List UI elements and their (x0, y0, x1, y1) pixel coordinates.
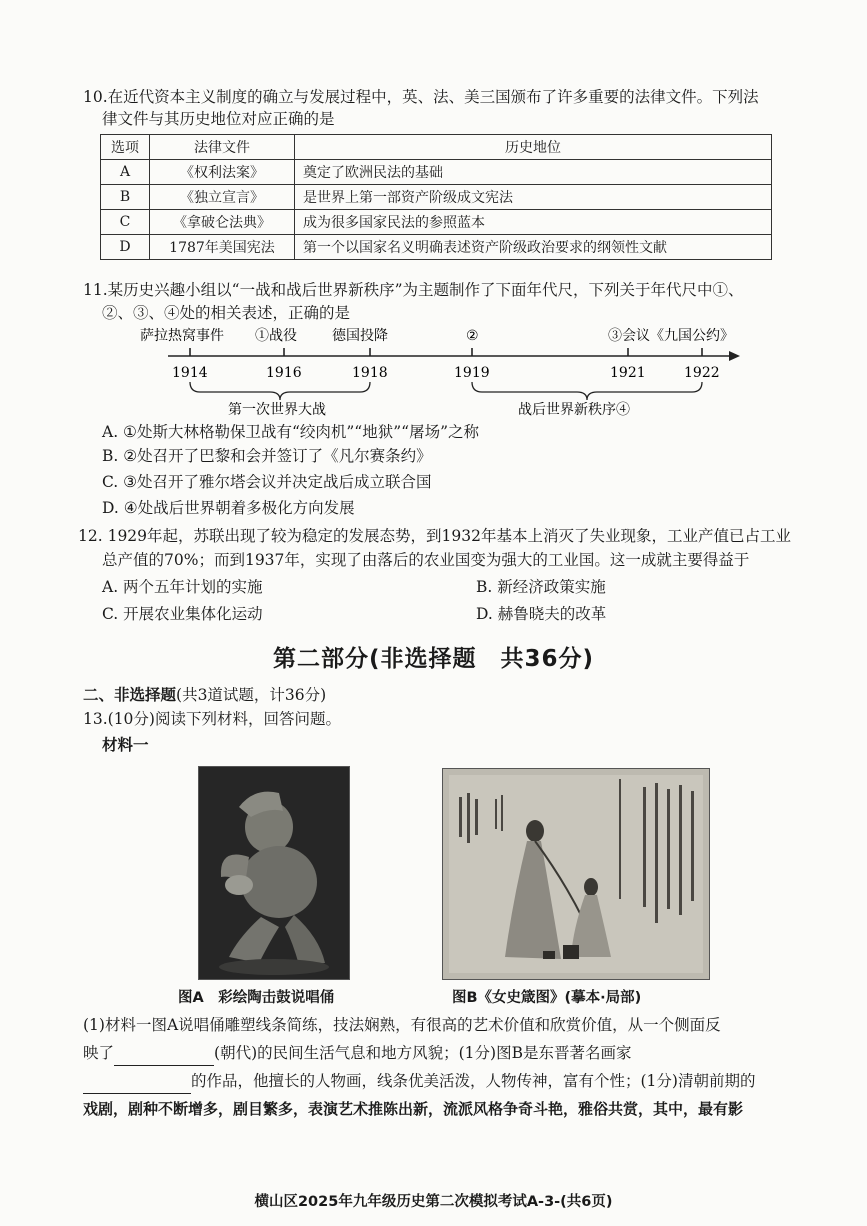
q12-option-a[interactable]: A. 两个五年计划的实施 (102, 578, 263, 596)
timeline-event: ② (466, 328, 479, 344)
answer-blank-painter[interactable] (83, 1075, 191, 1094)
q11-option-a[interactable]: A. ①处斯大林格勒保卫战有“绞肉机”“地狱”“屠场”之称 (102, 423, 479, 441)
table-cell: 成为很多国家民法的参照蓝本 (295, 210, 772, 235)
brace-ww1 (190, 382, 370, 400)
timeline-year: 1916 (266, 365, 302, 381)
table-cell: D (101, 235, 150, 260)
table-row (101, 185, 772, 210)
part2-title: 第二部分(非选择题 共36分) (272, 646, 595, 672)
figure-b-image (442, 768, 710, 980)
table-row (101, 210, 772, 235)
timeline-year: 1922 (684, 365, 720, 381)
table-header-row (101, 135, 772, 160)
timeline-event: 德国投降 (332, 328, 388, 344)
timeline-year: 1919 (454, 365, 490, 381)
table-cell: 《拿破仑法典》 (150, 210, 295, 235)
brace-label-left: 第一次世界大战 (228, 402, 326, 418)
q13-sub1-line2 (83, 1040, 631, 1066)
table-cell: 是世界上第一部资产阶级成文宪法 (295, 185, 772, 210)
q12-option-b[interactable]: B. 新经济政策实施 (476, 578, 606, 596)
q12-option-c[interactable]: C. 开展农业集体化运动 (102, 605, 263, 623)
q11-stem-line1: 11.某历史兴趣小组以“一战和战后世界新秩序”为主题制作了下面年代尺，下列关于年代尺中①、 (83, 281, 744, 299)
q13-sub1-line1: (1)材料一图A说唱俑雕塑线条简练，技法娴熟，有很高的艺术价值和欣赏价值，从一个侧面反 (83, 1016, 721, 1034)
timeline-year: 1914 (172, 365, 208, 381)
q12-stem-line2: 总产值的70%；而到1937年，实现了由落后的农业国变为强大的工业国。这一成就主要得益于 (102, 551, 750, 569)
timeline-year: 1918 (352, 365, 388, 381)
q12-stem-line1: 12. 1929年起，苏联出现了较为稳定的发展态势，到1932年基本上消灭了失业现象，工业产值已占工业 (78, 527, 791, 545)
q13-sub1-line3-rest: 的作品，他擅长的人物画，线条优美活泼，人物传神，富有个性；(1分)清朝前期的 (191, 1072, 756, 1090)
table-row (101, 160, 772, 185)
figure-a-image (198, 766, 350, 980)
table-cell: 奠定了欧洲民法的基础 (295, 160, 772, 185)
timeline-event: ③会议《九国公约》 (608, 328, 734, 344)
part2-heading-rest: (共3道试题，计36分) (176, 686, 327, 704)
timeline-year: 1921 (610, 365, 646, 381)
timeline-event: ①战役 (255, 328, 297, 344)
q11-option-b[interactable]: B. ②处召开了巴黎和会并签订了《凡尔赛条约》 (102, 447, 432, 465)
table-cell: B (101, 185, 150, 210)
material-one-label: 材料一 (102, 736, 149, 754)
table-header: 选项 (101, 135, 150, 160)
q10-stem-line1: 10.在近代资本主义制度的确立与发展过程中，英、法、美三国颁布了许多重要的法律文件。下列法 (83, 88, 759, 106)
table-cell: 《权利法案》 (150, 160, 295, 185)
q10-stem-line2: 律文件与其历史地位对应正确的是 (102, 110, 335, 128)
q11-stem-line2: ②、③、④处的相关表述，正确的是 (102, 304, 351, 322)
figure-b-caption: 图B《女史箴图》(摹本·局部) (452, 990, 642, 1006)
q13-sub1-line3 (83, 1068, 755, 1094)
table-cell: A (101, 160, 150, 185)
q12-option-d[interactable]: D. 赫鲁晓夫的改革 (476, 605, 607, 623)
timeline (0, 318, 867, 418)
q13-sub1-line2-start: 映了 (83, 1044, 115, 1062)
table-row (101, 235, 772, 260)
q13-sub1-line4: 戏剧，剧种不断增多，剧目繁多，表演艺术推陈出新，流派风格争奇斗艳，雅俗共赏，其中，最有影 (83, 1100, 744, 1118)
q13-intro: 13.(10分)阅读下列材料，回答问题。 (83, 710, 341, 728)
q11-option-d[interactable]: D. ④处战后世界朝着多极化方向发展 (102, 499, 355, 517)
table-cell: 第一个以国家名义明确表述资产阶级政治要求的纲领性文献 (295, 235, 772, 260)
part2-heading (83, 682, 326, 708)
timeline-event: 萨拉热窝事件 (140, 328, 224, 344)
figure-a-caption: 图A 彩绘陶击鼓说唱俑 (178, 990, 335, 1006)
part2-heading-label: 二、非选择题 (83, 686, 177, 704)
law-table (100, 134, 772, 260)
table-header: 历史地位 (295, 135, 772, 160)
brace-postwar (472, 382, 702, 400)
table-cell: C (101, 210, 150, 235)
timeline-arrow (729, 351, 740, 361)
page-footer: 横山区2025年九年级历史第二次模拟考试A-3-(共6页) (254, 1194, 613, 1210)
q13-sub1-line2-rest: (朝代)的民间生活气息和地方风貌；(1分)图B是东晋著名画家 (214, 1044, 632, 1062)
table-cell: 1787年美国宪法 (150, 235, 295, 260)
answer-blank-dynasty[interactable] (114, 1047, 214, 1066)
table-header: 法律文件 (150, 135, 295, 160)
brace-label-right: 战后世界新秩序④ (518, 402, 630, 418)
q11-option-c[interactable]: C. ③处召开了雅尔塔会议并决定战后成立联合国 (102, 473, 432, 491)
table-cell: 《独立宣言》 (150, 185, 295, 210)
